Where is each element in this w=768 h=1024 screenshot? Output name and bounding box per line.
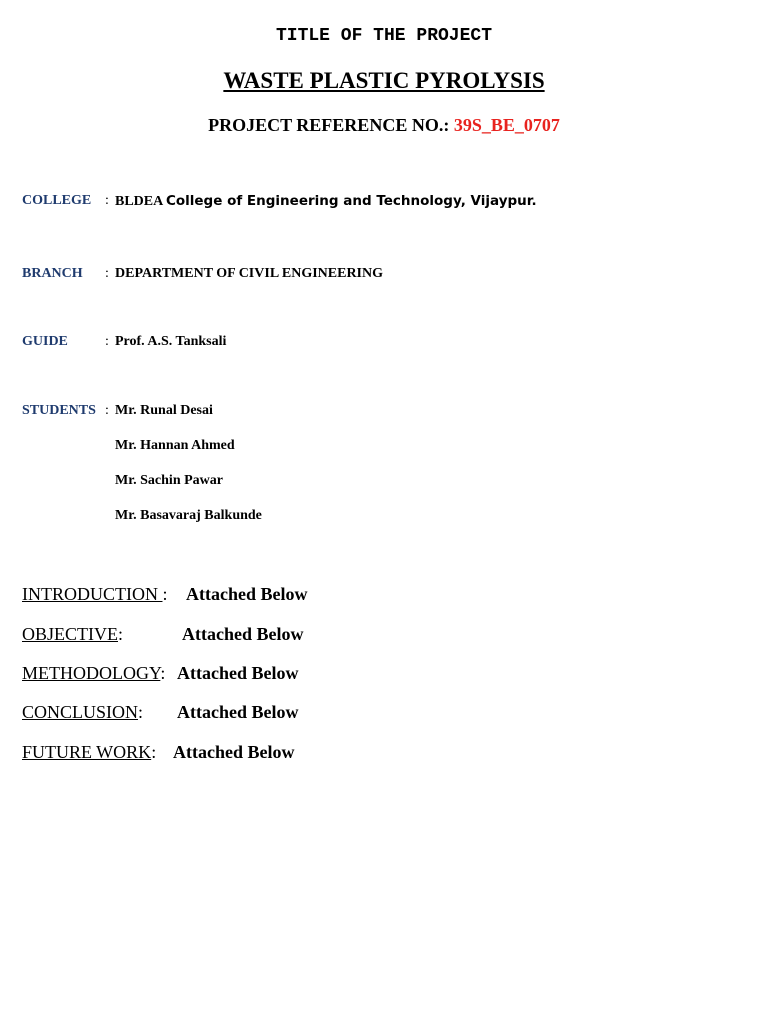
section-colon: : — [151, 742, 157, 762]
reference-number: 39S_BE_0707 — [453, 115, 560, 135]
section-introduction — [22, 584, 168, 605]
section-methodology-label: METHODOLOGY — [22, 663, 161, 683]
college-label: COLLEGE — [22, 193, 92, 208]
section-colon: : — [162, 584, 168, 604]
student-name: Mr. Hannan Ahmed — [115, 438, 235, 453]
branch-value: DEPARTMENT OF CIVIL ENGINEERING — [115, 266, 384, 281]
section-introduction-label: INTRODUCTION — [22, 584, 163, 604]
section-future-work-label: FUTURE WORK — [22, 742, 152, 762]
branch-label: BRANCH — [22, 266, 83, 281]
student-name: Mr. Basavaraj Balkunde — [115, 508, 262, 523]
section-methodology-value: Attached Below — [177, 663, 299, 683]
project-title-text: WASTE PLASTIC PYROLYSIS — [223, 68, 545, 93]
section-objective-value: Attached Below — [182, 624, 304, 644]
section-methodology — [22, 663, 165, 684]
student-name: Mr. Sachin Pawar — [115, 473, 223, 488]
section-conclusion — [22, 702, 143, 723]
section-objective-label: OBJECTIVE — [22, 624, 118, 644]
document-heading: TITLE OF THE PROJECT — [275, 26, 493, 46]
branch-colon: : — [105, 266, 109, 281]
section-colon: : — [138, 702, 144, 722]
section-colon: : — [160, 663, 166, 683]
section-conclusion-label: CONCLUSION — [22, 702, 139, 722]
college-value — [115, 193, 537, 210]
guide-value: Prof. A.S. Tanksali — [115, 334, 227, 349]
guide-colon: : — [105, 334, 109, 349]
section-introduction-value: Attached Below — [186, 584, 308, 604]
section-objective — [22, 624, 123, 645]
college-prefix: BLDEA — [115, 194, 163, 209]
reference-label: PROJECT REFERENCE NO.: — [208, 115, 450, 135]
section-colon: : — [118, 624, 124, 644]
project-reference — [0, 115, 768, 136]
section-future-work-value: Attached Below — [173, 742, 295, 762]
college-colon: : — [105, 193, 109, 208]
project-title — [0, 68, 768, 94]
guide-label: GUIDE — [22, 334, 68, 349]
section-future-work — [22, 742, 156, 763]
student-name: Mr. Runal Desai — [115, 403, 213, 418]
section-conclusion-value: Attached Below — [177, 702, 299, 722]
students-colon: : — [105, 403, 109, 418]
students-label: STUDENTS — [22, 403, 96, 418]
college-name: College of Engineering and Technology, Vijaypur. — [165, 193, 537, 209]
